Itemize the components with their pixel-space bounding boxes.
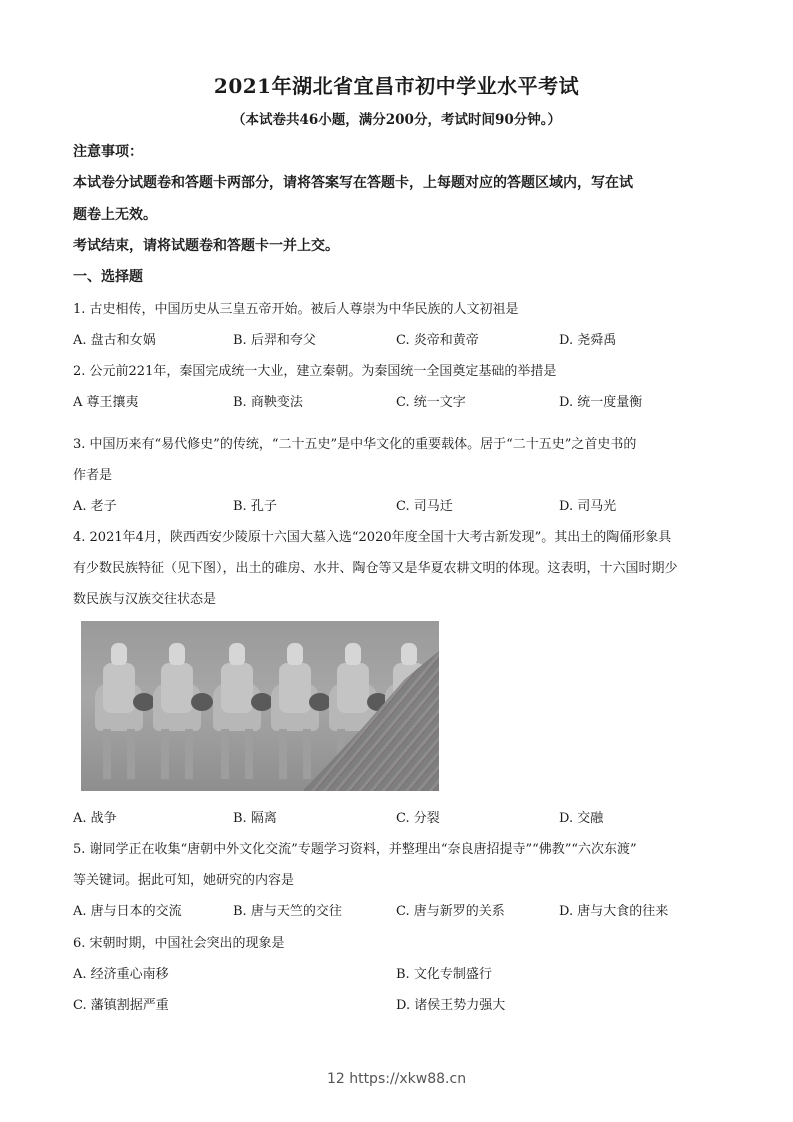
question-3-text-line-1: 3. 中国历来有“易代修史”的传统，“二十五史”是中华文化的重要载体。居于“二十五史”之首史书的 bbox=[73, 437, 637, 452]
question-2-option-b: B. 商鞅变法 bbox=[233, 395, 303, 410]
question-2-option-c: C. 统一文字 bbox=[396, 395, 466, 410]
page-footer: 12 https://xkw88.cn bbox=[326, 1071, 467, 1087]
question-3-option-c: C. 司马迁 bbox=[396, 499, 453, 514]
question-6-option-b: B. 文化专制盛行 bbox=[396, 967, 492, 982]
question-2-option-a: A 尊王攘夷 bbox=[73, 395, 139, 410]
question-4-option-c: C. 分裂 bbox=[396, 811, 440, 826]
question-3-text-line-2: 作者是 bbox=[73, 468, 113, 483]
question-3-option-b: B. 孔子 bbox=[233, 499, 277, 514]
notice-line-3: 考试结束，请将试题卷和答题卡一并上交。 bbox=[73, 238, 339, 254]
question-1-option-b: B. 后羿和夸父 bbox=[233, 333, 316, 348]
exam-subtitle: （本试卷共46小题，满分200分，考试时间90分钟。） bbox=[231, 112, 561, 128]
question-4-text-line-2: 有少数民族特征（见下图），出土的碓房、水井、陶仓等又是华夏农耕文明的体现。这表明，十六国时期少 bbox=[73, 561, 678, 576]
question-4-text-line-3: 数民族与汉族交往状态是 bbox=[73, 592, 217, 607]
question-1-option-d: D. 尧舜禹 bbox=[559, 333, 617, 348]
question-4-text-line-1: 4. 2021年4月，陕西西安少陵原十六国大墓入选“2020年度全国十大考古新发现”。其出土的陶俑形象具 bbox=[73, 530, 672, 545]
notice-line-1: 本试卷分试题卷和答题卡两部分，请将答案写在答题卡，上每题对应的答题区域内，写在试 bbox=[73, 175, 633, 191]
question-6-text: 6. 宋朝时期，中国社会突出的现象是 bbox=[73, 936, 285, 951]
question-1-option-c: C. 炎帝和黄帝 bbox=[396, 333, 479, 348]
section-heading: 一、选择题 bbox=[73, 269, 143, 285]
question-4-option-d: D. 交融 bbox=[559, 811, 604, 826]
question-2-text: 2. 公元前221年，秦国完成统一大业，建立秦朝。为秦国统一全国奠定基础的举措是 bbox=[73, 364, 557, 379]
question-2-option-d: D. 统一度量衡 bbox=[559, 395, 643, 410]
question-1-option-a: A. 盘古和女娲 bbox=[73, 333, 156, 348]
question-5-option-d: D. 唐与大食的往来 bbox=[559, 904, 669, 919]
question-3-option-a: A. 老子 bbox=[73, 499, 117, 514]
question-3-option-d: D. 司马光 bbox=[559, 499, 617, 514]
notice-line-2: 题卷上无效。 bbox=[73, 207, 157, 223]
question-1-text: 1. 古史相传，中国历史从三皇五帝开始。被后人尊崇为中华民族的人文初祖是 bbox=[73, 302, 519, 317]
question-5-text-line-1: 5. 谢同学正在收集“唐朝中外文化交流”专题学习资料，并整理出“奈良唐招提寺”“佛教”“六次东渡” bbox=[73, 842, 637, 857]
question-5-option-c: C. 唐与新罗的关系 bbox=[396, 904, 505, 919]
question-5-text-line-2: 等关键词。据此可知，她研究的内容是 bbox=[73, 873, 295, 888]
question-4-option-b: B. 隔离 bbox=[233, 811, 277, 826]
question-6-option-a: A. 经济重心南移 bbox=[73, 967, 169, 982]
notice-heading: 注意事项： bbox=[73, 144, 143, 160]
question-4-option-a: A. 战争 bbox=[73, 811, 117, 826]
terracotta-cavalry-figurines-photo bbox=[81, 621, 439, 791]
question-5-option-a: A. 唐与日本的交流 bbox=[73, 904, 182, 919]
exam-title: 2021年湖北省宜昌市初中学业水平考试 bbox=[213, 74, 580, 98]
question-6-option-c: C. 藩镇割据严重 bbox=[73, 998, 169, 1013]
question-6-option-d: D. 诸侯王势力强大 bbox=[396, 998, 506, 1013]
question-5-option-b: B. 唐与天竺的交往 bbox=[233, 904, 342, 919]
